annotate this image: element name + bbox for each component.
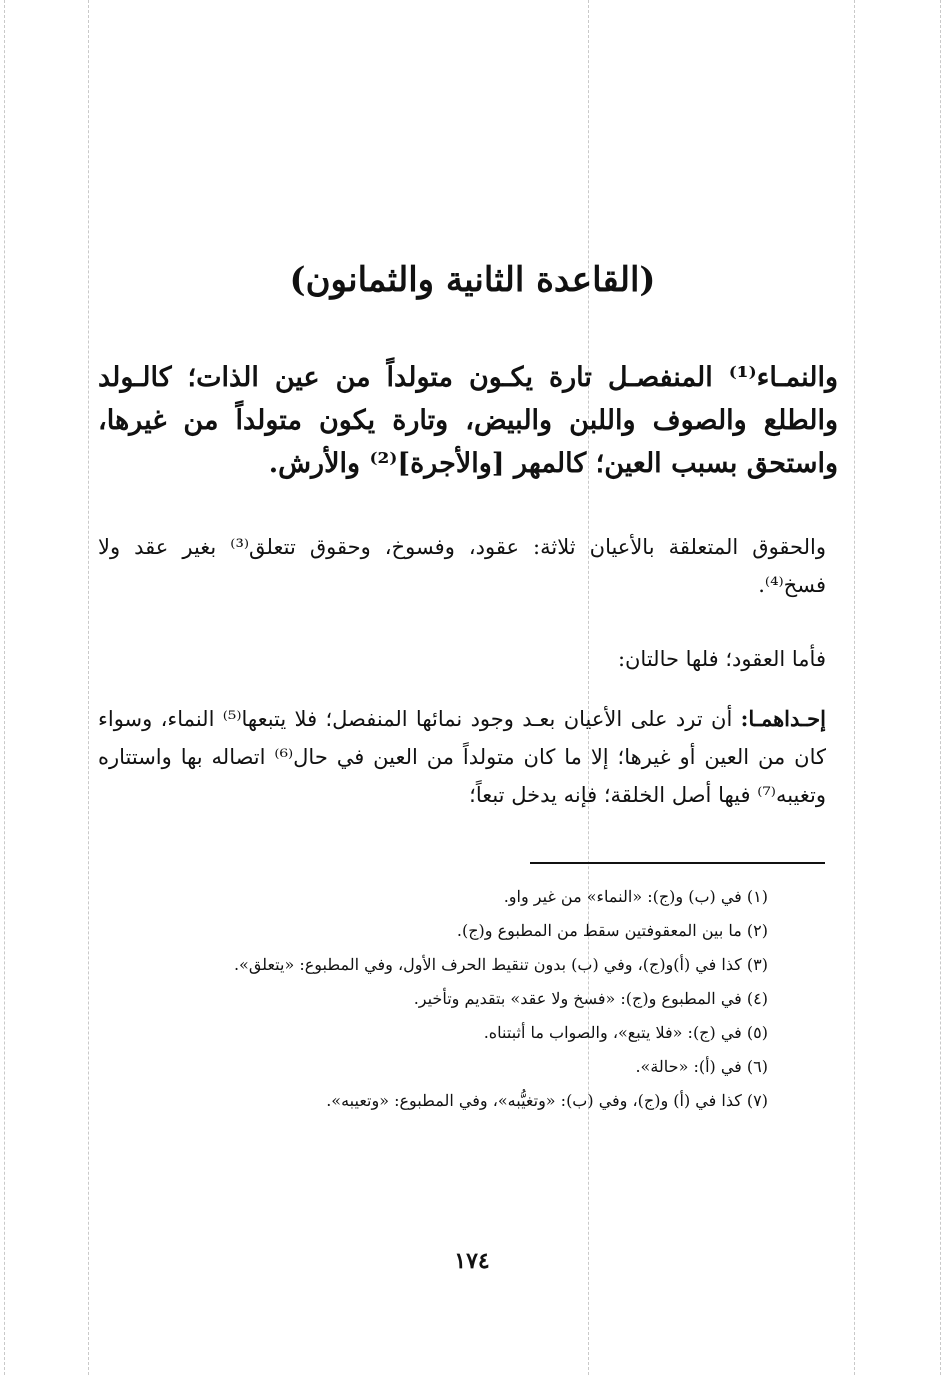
paragraph-rights: والحقوق المتعلقة بالأعيان ثلاثة: عقود، وفسوخ، وحقوق تتعلق⁽³⁾ بغير عقد ولا فسخ⁽⁴⁾. <box>98 535 826 597</box>
paragraph-first-state <box>98 700 826 814</box>
scan-guide-line <box>4 0 5 1375</box>
footnote-item: (١) في (ب) و(ج): «النماء» من غير واو. <box>503 887 768 906</box>
first-state-text: أن ترد على الأعيان بعـد وجود نمائها المنفصل؛ فلا يتبعها⁽⁵⁾ النماء، وسواء كان من العين أو غيرها؛ إلا ما كان متولداً من العين في حال⁽⁶⁾ اتصاله بها واستتاره وتغيبه⁽⁷⁾ فيها أصل الخلقة؛ فإنه يدخل تبعاً؛ <box>98 707 826 807</box>
scan-guide-line <box>588 0 589 1375</box>
scan-guide-line <box>88 0 89 1375</box>
footnote-separator <box>530 862 825 864</box>
page-number: ١٧٤ <box>454 1248 490 1274</box>
footnotes-list <box>108 880 768 1118</box>
footnote-item: (٦) في (أ): «حالة». <box>635 1057 768 1076</box>
scan-guide-line <box>854 0 855 1375</box>
footnote-item: (٤) في المطبوع و(ج): «فسخ ولا عقد» بتقديم وتأخير. <box>413 989 768 1008</box>
footnote-item: (٣) كذا في (أ)و(ج)، وفي (ب) بدون تنقيط الحرف الأول، وفي المطبوع: «يتعلق». <box>233 955 768 974</box>
first-state-label: إحـداهمـا: <box>740 706 826 731</box>
footnote-item: (٢) ما بين المعقوفتين سقط من المطبوع و(ج). <box>456 921 768 940</box>
lead-paragraph: والنمـاء⁽¹⁾ المنفصـل تارة يكـون متولداً من عين الذات؛ كالـولد والطلع والصوف واللبن والبيض، وتارة يكون متولداً من غيرها، واستحق بسبب العين؛ كالمهر [والأجرة]⁽²⁾ والأرش. <box>98 362 838 479</box>
scan-guide-line <box>940 0 941 1375</box>
footnote-item: (٥) في (ج): «فلا يتبع»، والصواب ما أثبتناه. <box>483 1023 768 1042</box>
footnote-item: (٧) كذا في (أ) و(ج)، وفي (ب): «وتغيُّبه»، وفي المطبوع: «وتعيبه». <box>326 1091 768 1110</box>
rule-title: (القاعدة الثانية والثمانون) <box>289 260 656 300</box>
paragraph-contracts: فأما العقود؛ فلها حالتان: <box>617 647 826 671</box>
